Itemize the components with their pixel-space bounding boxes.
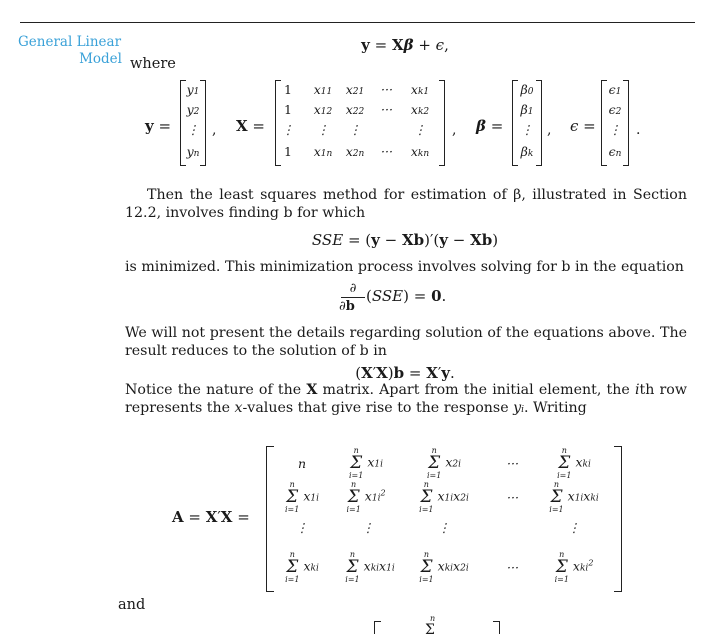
beta0: β0 <box>520 82 534 97</box>
a12: n Σ i=1 x1i <box>349 446 383 480</box>
a2k: n Σ i=1 x1ixki <box>549 480 599 514</box>
deriv-denominator: ∂b <box>339 299 355 314</box>
comma1: , <box>212 122 217 138</box>
eps2: ϵ2 <box>608 102 622 117</box>
paragraph-1-text: Then the least squares method for estimation of β, illustrated in Section 12.2, involves finding b for which <box>125 187 687 221</box>
eps1: ϵ1 <box>608 82 622 97</box>
epsn: ϵn <box>608 144 622 159</box>
X-cell-r1-c1: 1 <box>284 82 292 97</box>
beta-vdots: ⋮ <box>520 122 534 137</box>
comma3: , <box>547 122 552 138</box>
a21: n Σ i=1 x1i <box>285 480 319 514</box>
ak2: n Σ i=1 xkix1i <box>345 550 395 584</box>
ak3: n Σ i=1 xkix2i <box>419 550 469 584</box>
deriv-numerator: ∂ <box>349 281 357 296</box>
y1: y1 <box>186 82 200 97</box>
a1-hdots: ··· <box>507 456 519 471</box>
margin-note-line2: Model <box>79 51 122 67</box>
X-cell-r4-c1: 1 <box>284 144 292 159</box>
X-cell-r3-c1: ⋮ <box>281 122 295 137</box>
y-vdots: ⋮ <box>186 122 200 137</box>
a1k: n Σ i=1 xki <box>557 446 591 480</box>
X-cell-r4-c3: x2n <box>345 144 365 159</box>
paragraph-2: is minimized. This minimization process involves solving for b in the equation <box>125 259 684 275</box>
next-matrix-right-bracket <box>493 621 500 634</box>
paragraph-1 <box>125 186 687 222</box>
a3-vdots-1: ⋮ <box>295 520 309 535</box>
X-label: X = <box>236 117 265 135</box>
top-rule <box>20 22 695 23</box>
model-equation <box>125 36 685 54</box>
a22: n Σ i=1 $x1i^2$ <box>346 480 386 514</box>
margin-note <box>18 34 122 68</box>
a3-vdots-2: ⋮ <box>361 520 375 535</box>
y-vector <box>180 80 206 166</box>
beta-label: β = <box>476 117 504 135</box>
a11: n <box>297 456 307 471</box>
deriv-equation: (SSE) = 0. <box>366 287 447 305</box>
A-label: A = X′X = <box>172 508 250 526</box>
eps-vdots: ⋮ <box>608 122 622 137</box>
a3-vdots-3: ⋮ <box>437 520 451 535</box>
model-equation-text: y = Xβ + ϵ, <box>361 36 449 54</box>
a13: n Σ i=1 x2i <box>427 446 461 480</box>
X-cell-r2-c3: x22 <box>345 102 365 117</box>
next-matrix-left-bracket <box>374 621 381 634</box>
yn: yn <box>186 144 200 159</box>
X-cell-r3-c2: ⋮ <box>316 122 330 137</box>
ak-hdots: ··· <box>507 560 519 575</box>
betak: βk <box>520 144 534 159</box>
X-cell-r2-c4: ··· <box>381 102 393 117</box>
X-matrix <box>275 80 445 166</box>
X-cell-r1-c5: xk1 <box>410 82 430 97</box>
a2-hdots: ··· <box>507 490 519 505</box>
beta1: β1 <box>520 102 534 117</box>
where-label: where <box>130 56 176 72</box>
deriv-fraction-bar <box>341 297 365 298</box>
X-cell-r3-c3: ⋮ <box>348 122 362 137</box>
X-cell-r4-c4: ··· <box>381 144 393 159</box>
next-matrix-sigma: Σ <box>425 622 435 638</box>
X-cell-r2-c2: x12 <box>313 102 333 117</box>
beta-vector <box>512 80 542 166</box>
y2: y2 <box>186 102 200 117</box>
a23: n Σ i=1 x1ix2i <box>419 480 469 514</box>
X-cell-r1-c2: x11 <box>313 82 333 97</box>
y-label: y = <box>145 117 172 135</box>
normal-equation: (X′X)b = X′y. <box>355 364 455 382</box>
X-cell-r2-c5: xk2 <box>410 102 430 117</box>
X-cell-r1-c4: ··· <box>381 82 393 97</box>
X-cell-r1-c3: x21 <box>345 82 365 97</box>
X-cell-r4-c5: xkn <box>410 144 430 159</box>
ak1: n Σ i=1 xki <box>285 550 319 584</box>
X-cell-r3-c5: ⋮ <box>413 122 427 137</box>
paragraph-3: We will not present the details regarding solution of the equations above. The result reduces to the solution of b in <box>125 325 687 359</box>
a3-vdots-k: ⋮ <box>567 520 581 535</box>
and-label: and <box>118 597 146 613</box>
A-matrix <box>266 446 622 592</box>
period1: . <box>636 122 641 138</box>
paragraph-4: Notice the nature of the X matrix. Apart from the initial element, the ith row represents the x-values that give rise to the response yi. Writing <box>125 382 687 416</box>
X-cell-r4-c2: x1n <box>313 144 333 159</box>
comma2: , <box>452 122 457 138</box>
sse-equation: SSE = (y − Xb)′(y − Xb) <box>311 231 499 249</box>
akk: n Σ i=1 xki$^2$ <box>554 550 594 584</box>
margin-note-line1: General Linear <box>18 34 122 50</box>
next-matrix-sum-limit: n <box>430 614 436 623</box>
eps-vector <box>601 80 629 166</box>
X-cell-r2-c1: 1 <box>284 102 292 117</box>
eps-label: ϵ = <box>570 117 596 135</box>
